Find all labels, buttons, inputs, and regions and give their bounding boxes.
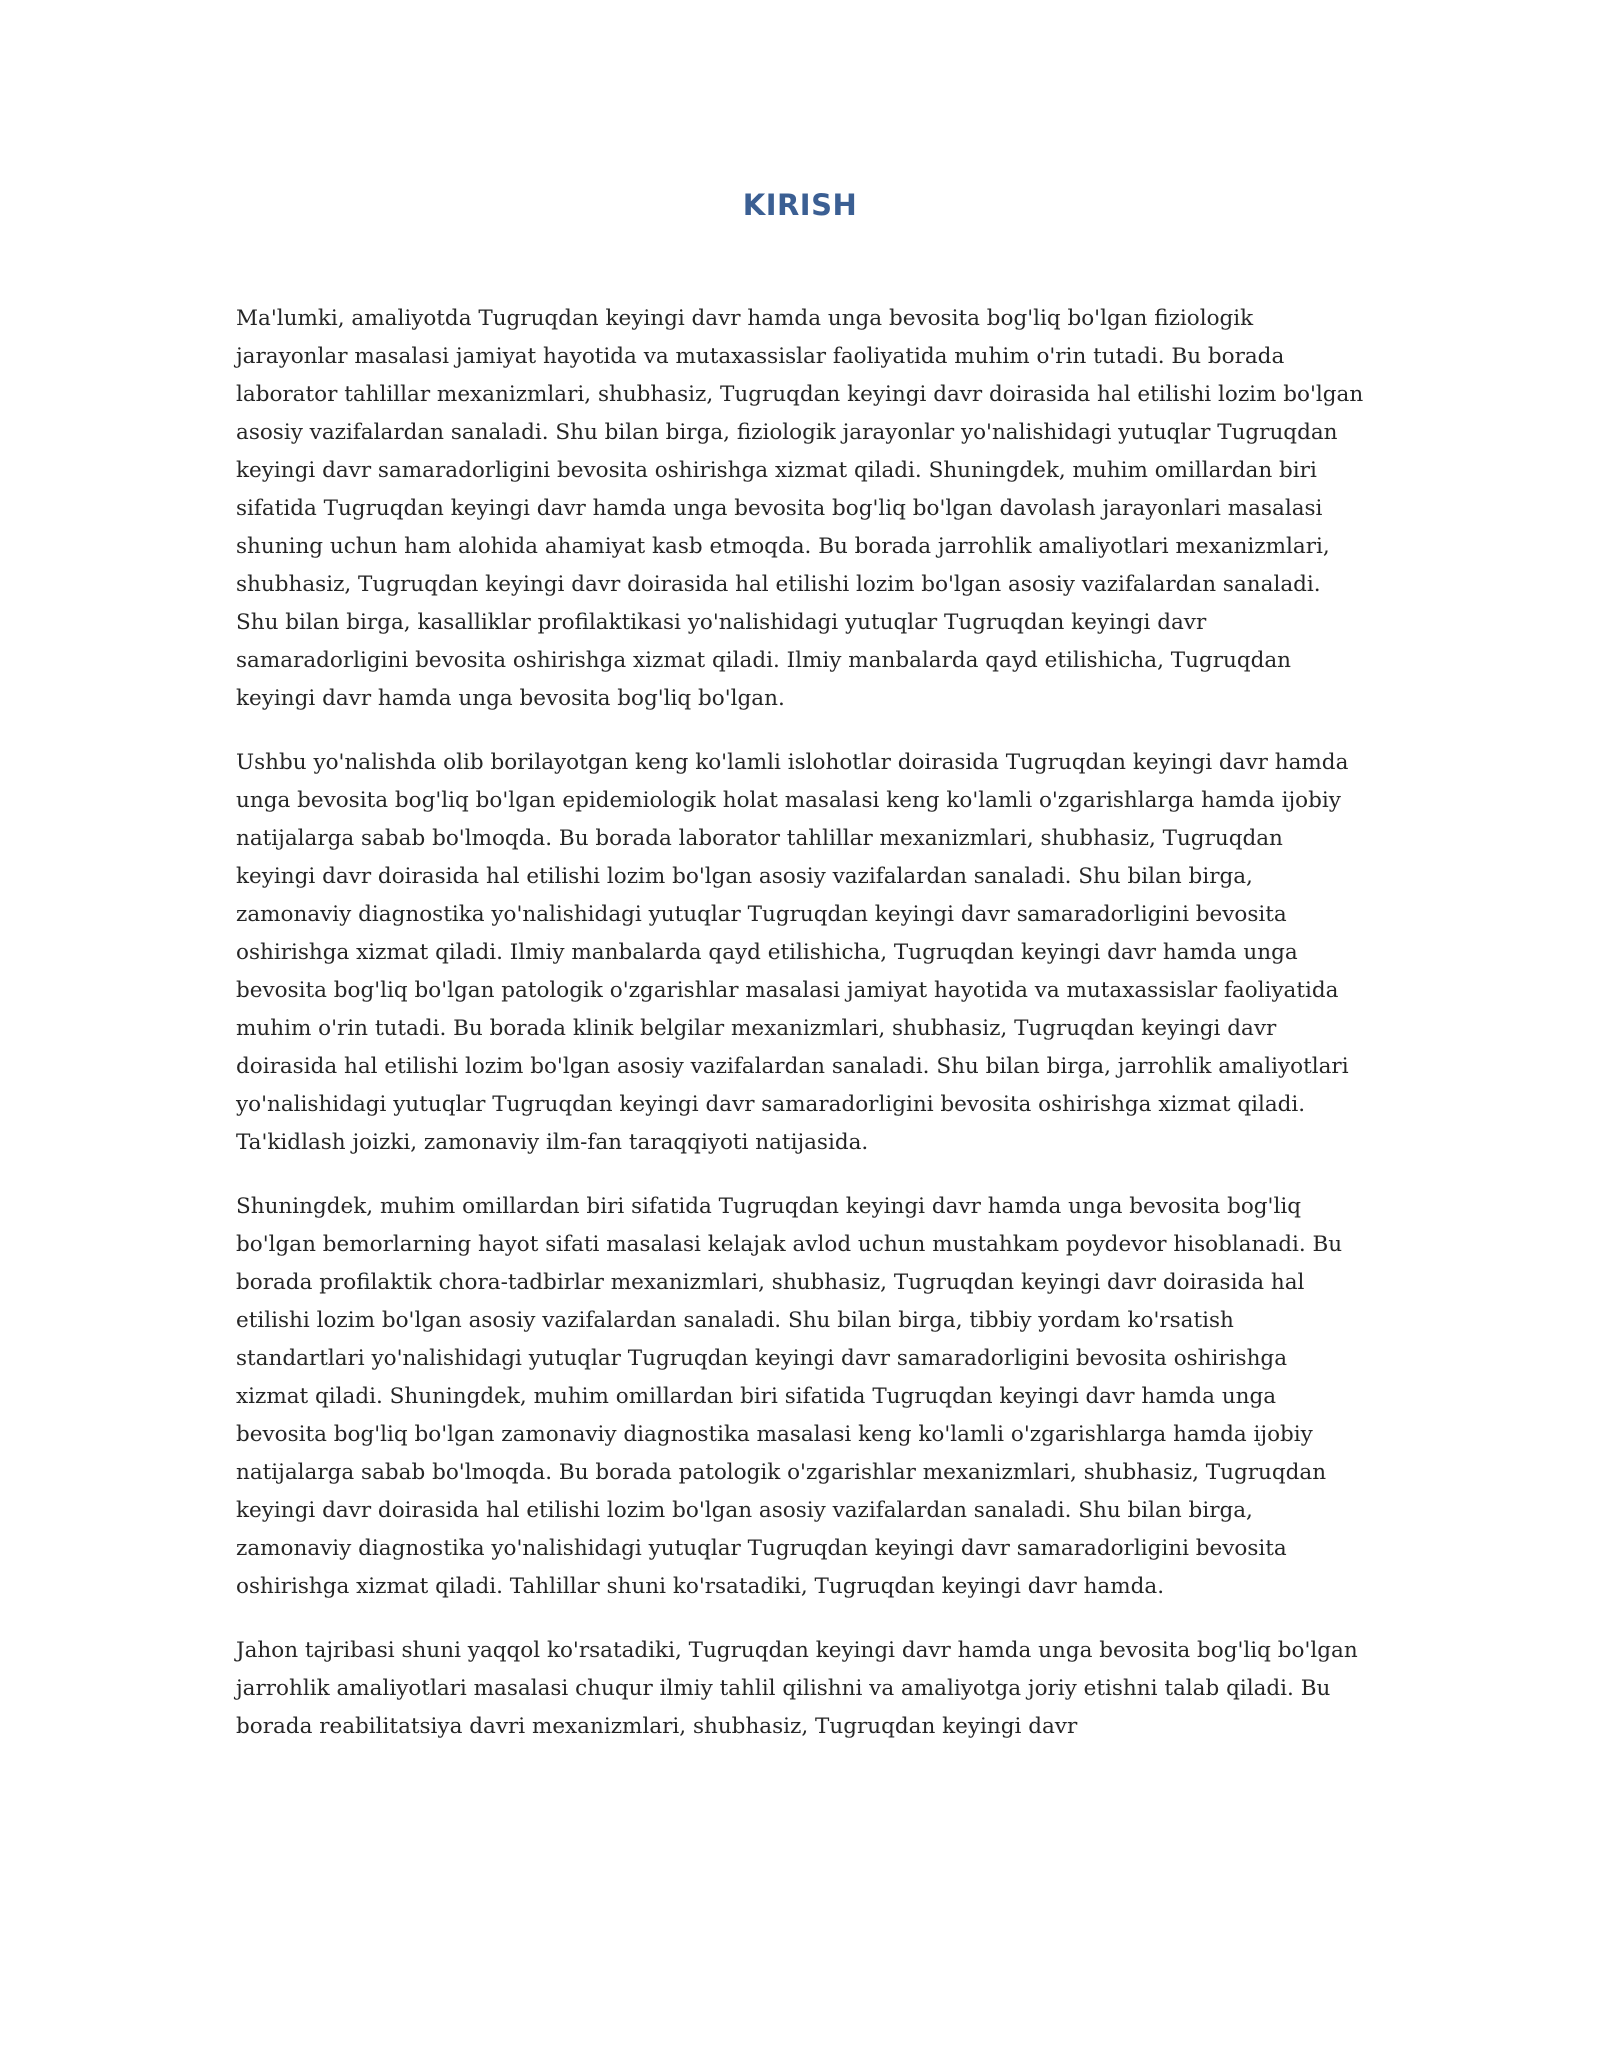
document-body xyxy=(236,300,1366,1772)
paragraph-1: Ma'lumki, amaliyotda Tugruqdan keyingi davr hamda unga bevosita bog'liq bo'lgan fiziologik jarayonlar masalasi jamiyat hayotida va mutaxassislar faoliyatida muhim o'rin tutadi. Bu borada laborator tahlillar mexanizmlari, shubhasiz, Tugruqdan keyingi davr doirasida hal etilishi lozim bo'lgan asosiy vazifalardan sanaladi. Shu bilan birga, fiziologik jarayonlar yo'nalishidagi yutuqlar Tugruqdan keyingi davr samaradorligini bevosita oshirishga xizmat qiladi. Shuningdek, muhim omillardan biri sifatida Tugruqdan keyingi davr hamda unga bevosita bog'liq bo'lgan davolash jarayonlari masalasi shuning uchun ham alohida ahamiyat kasb etmoqda. Bu borada jarrohlik amaliyotlari mexanizmlari, shubhasiz, Tugruqdan keyingi davr doirasida hal etilishi lozim bo'lgan asosiy vazifalardan sanaladi. Shu bilan birga, kasalliklar profilaktikasi yo'nalishidagi yutuqlar Tugruqdan keyingi davr samaradorligini bevosita oshirishga xizmat qiladi. Ilmiy manbalarda qayd etilishicha, Tugruqdan keyingi davr hamda unga bevosita bog'liq bo'lgan. xyxy=(236,306,1364,711)
paragraph-2: Ushbu yo'nalishda olib borilayotgan keng ko'lamli islohotlar doirasida Tugruqdan keyingi davr hamda unga bevosita bog'liq bo'lgan epidemiologik holat masalasi keng ko'lamli o'zgarishlarga hamda ijobiy natijalarga sabab bo'lmoqda. Bu borada laborator tahlillar mexanizmlari, shubhasiz, Tugruqdan keyingi davr doirasida hal etilishi lozim bo'lgan asosiy vazifalardan sanaladi. Shu bilan birga, zamonaviy diagnostika yo'nalishidagi yutuqlar Tugruqdan keyingi davr samaradorligini bevosita oshirishga xizmat qiladi. Ilmiy manbalarda qayd etilishicha, Tugruqdan keyingi davr hamda unga bevosita bog'liq bo'lgan patologik o'zgarishlar masalasi jamiyat hayotida va mutaxassislar faoliyatida muhim o'rin tutadi. Bu borada klinik belgilar mexanizmlari, shubhasiz, Tugruqdan keyingi davr doirasida hal etilishi lozim bo'lgan asosiy vazifalardan sanaladi. Shu bilan birga, jarrohlik amaliyotlari yo'nalishidagi yutuqlar Tugruqdan keyingi davr samaradorligini bevosita oshirishga xizmat qiladi. Ta'kidlash joizki, zamonaviy ilm-fan taraqqiyoti natijasida. xyxy=(236,750,1349,1155)
page-title: KIRISH xyxy=(742,188,858,222)
paragraph-4: Jahon tajribasi shuni yaqqol ko'rsatadiki, Tugruqdan keyingi davr hamda unga bevosita bog'liq bo'lgan jarrohlik amaliyotlari masalasi chuqur ilmiy tahlil qilishni va amaliyotga joriy etishni talab qiladi. Bu borada reabilitatsiya davri mexanizmlari, shubhasiz, Tugruqdan keyingi davr xyxy=(236,1638,1358,1739)
paragraph-3: Shuningdek, muhim omillardan biri sifatida Tugruqdan keyingi davr hamda unga bevosita bog'liq bo'lgan bemorlarning hayot sifati masalasi kelajak avlod uchun mustahkam poydevor hisoblanadi. Bu borada profilaktik chora-tadbirlar mexanizmlari, shubhasiz, Tugruqdan keyingi davr doirasida hal etilishi lozim bo'lgan asosiy vazifalardan sanaladi. Shu bilan birga, tibbiy yordam ko'rsatish standartlari yo'nalishidagi yutuqlar Tugruqdan keyingi davr samaradorligini bevosita oshirishga xizmat qiladi. Shuningdek, muhim omillardan biri sifatida Tugruqdan keyingi davr hamda unga bevosita bog'liq bo'lgan zamonaviy diagnostika masalasi keng ko'lamli o'zgarishlarga hamda ijobiy natijalarga sabab bo'lmoqda. Bu borada patologik o'zgarishlar mexanizmlari, shubhasiz, Tugruqdan keyingi davr doirasida hal etilishi lozim bo'lgan asosiy vazifalardan sanaladi. Shu bilan birga, zamonaviy diagnostika yo'nalishidagi yutuqlar Tugruqdan keyingi davr samaradorligini bevosita oshirishga xizmat qiladi. Tahlillar shuni ko'rsatadiki, Tugruqdan keyingi davr hamda. xyxy=(236,1194,1343,1599)
